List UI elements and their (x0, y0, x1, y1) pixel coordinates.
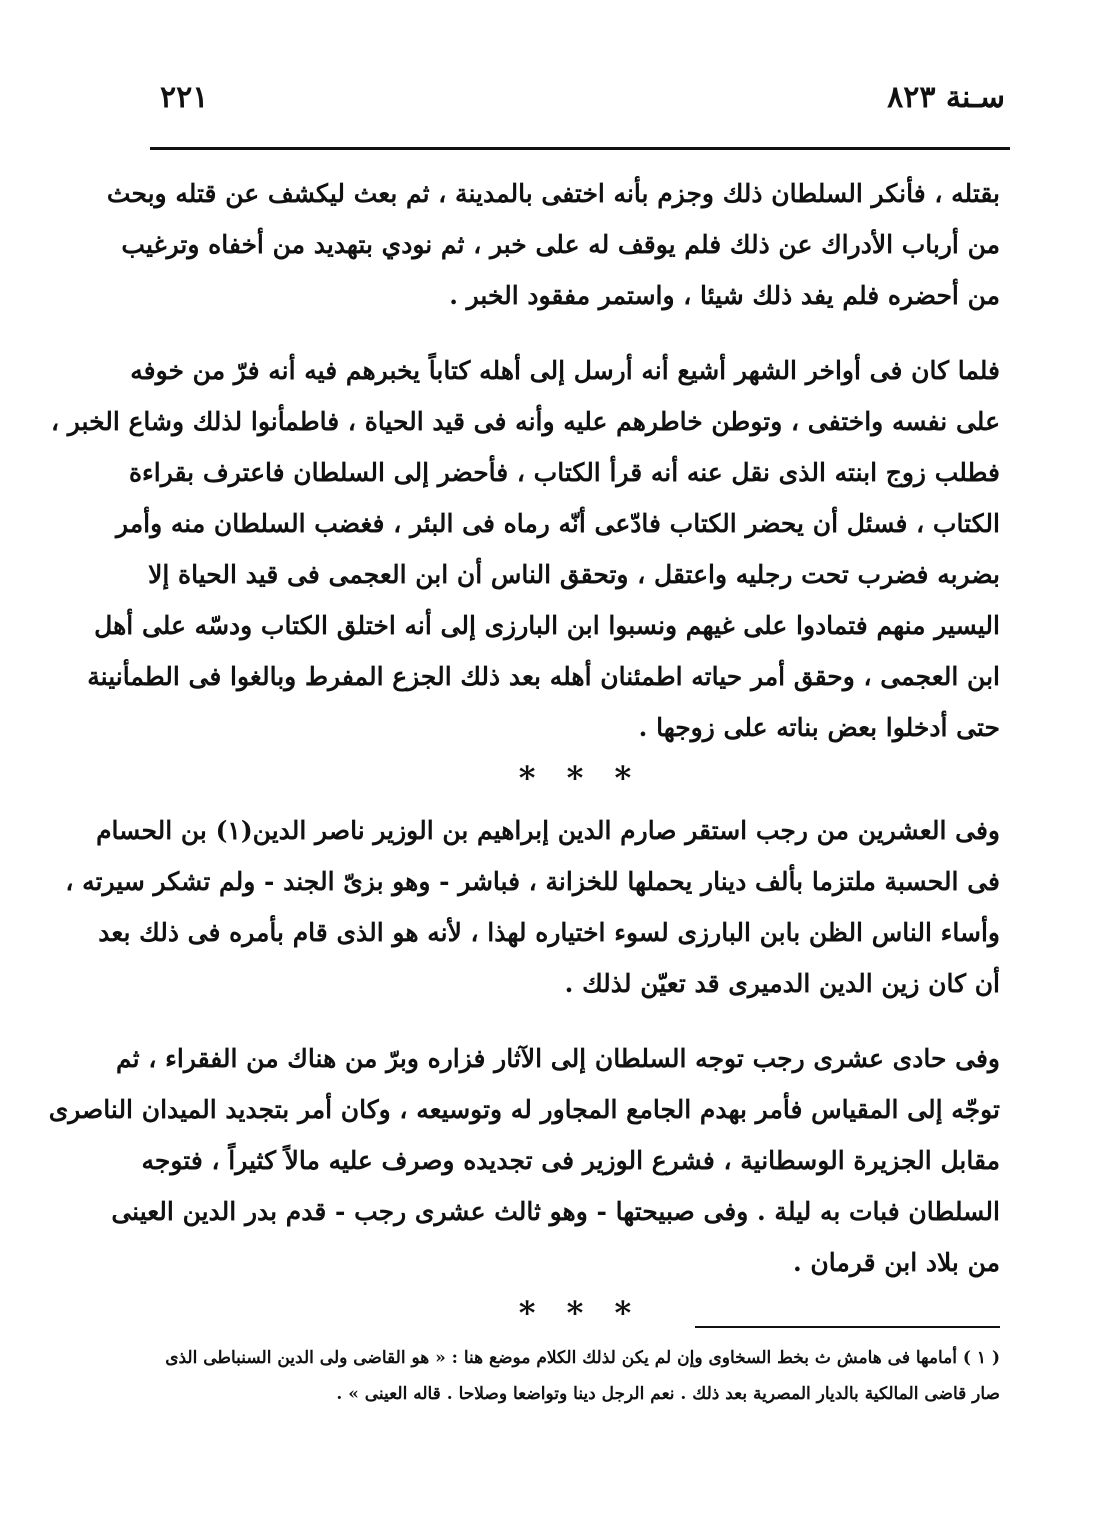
footnote-rule (695, 1326, 1000, 1328)
text-line: وفى حادى عشرى رجب توجه السلطان إلى الآثار فزاره وبرّ من هناك من الفقراء ، ثم (116, 1044, 1000, 1073)
paragraph-gap (160, 1009, 1000, 1033)
text-line: على نفسه واختفى ، وتوطن خاطرهم عليه وأنه فى قيد الحياة ، فاطمأنوا لذلك وشاع الخبر ، (50, 407, 1000, 436)
page-number: ٢٢١ (160, 80, 209, 115)
page-header (150, 78, 1005, 138)
paragraph-2 (50, 345, 1000, 753)
footnote-line: صار قاضى المالكية بالديار المصرية بعد ذلك . نعم الرجل دينا وتواضعا وصلاحا . قاله العينى » . (336, 1384, 1000, 1404)
section-separator: * * * (518, 759, 642, 797)
paragraph-gap (160, 321, 1000, 345)
text-line: فطلب زوج ابنته الذى نقل عنه أنه قرأ الكتاب ، فأحضر إلى السلطان فاعترف بقراءة (128, 458, 1000, 487)
text-line: وفى العشرين من رجب استقر صارم الدين إبراهيم بن الوزير ناصر الدين(١) بن الحسام (96, 816, 1000, 845)
paragraph-1 (106, 168, 1000, 321)
running-head-year: سـنة ٨٢٣ (887, 80, 1005, 115)
text-line: فى الحسبة ملتزما بألف دينار يحملها للخزانة ، فباشر - وهو بزىّ الجند - ولم تشكر سيرته ، (65, 867, 1000, 896)
text-line: اليسير منهم فتمادوا على غيهم ونسبوا ابن البارزى إلى أنه اختلق الكتاب ودسّه على أهل (94, 611, 1000, 640)
paragraph-3 (65, 805, 1000, 1009)
text-line: بضربه فضرب تحت رجليه واعتقل ، وتحقق الناس أن ابن العجمى فى قيد الحياة إلا (148, 560, 1000, 589)
text-line: من بلاد ابن قرمان . (793, 1248, 1000, 1277)
text-line: بقتله ، فأنكر السلطان ذلك وجزم بأنه اختفى بالمدينة ، ثم بعث ليكشف عن قتله وبحث (106, 179, 1000, 208)
text-line: من أحضره فلم يفد ذلك شيئا ، واستمر مفقود الخبر . (449, 281, 1000, 310)
text-line: من أرباب الأدراك عن ذلك فلم يوقف له على خبر ، ثم نودي بتهديد من أخفاه وترغيب (121, 230, 1000, 259)
text-line: مقابل الجزيرة الوسطانية ، فشرع الوزير فى تجديده وصرف عليه مالاً كثيراً ، فتوجه (141, 1146, 1000, 1175)
text-line: السلطان فبات به ليلة . وفى صبيحتها - وهو ثالث عشرى رجب - قدم بدر الدين العينى (111, 1197, 1000, 1226)
text-line: وأساء الناس الظن بابن البارزى لسوء اختياره لهذا ، لأنه هو الذى قام بأمره فى ذلك بعد (98, 918, 1000, 947)
section-separator: * * * (518, 1294, 642, 1332)
text-line: أن كان زين الدين الدميرى قد تعيّن لذلك . (564, 969, 1000, 998)
text-line: توجّه إلى المقياس فأمر بهدم الجامع المجاور له وتوسيعه ، وكان أمر بتجديد الميدان الناصرى (48, 1095, 1000, 1124)
text-line: فلما كان فى أواخر الشهر أشيع أنه أرسل إلى أهله كتاباً يخبرهم فيه أنه فرّ من خوفه (130, 356, 1000, 385)
footnote (160, 1340, 1000, 1412)
text-line: حتى أدخلوا بعض بناته على زوجها . (638, 713, 1000, 742)
text-line: الكتاب ، فسئل أن يحضر الكتاب فادّعى أنّه رماه فى البئر ، فغضب السلطان منه وأمر (115, 509, 1000, 538)
main-text (48, 168, 1000, 1340)
header-rule (150, 147, 1010, 150)
paragraph-4 (48, 1033, 1000, 1288)
text-line: ابن العجمى ، وحقق أمر حياته اطمئنان أهله بعد ذلك الجزع المفرط وبالغوا فى الطمأنينة (87, 662, 1000, 691)
footnote-line: ( ١ ) أمامها فى هامش ث بخط السخاوى وإن لم يكن لذلك الكلام موضع هنا : « هو القاضى ولى الدين السنباطى الذى (165, 1348, 1000, 1368)
